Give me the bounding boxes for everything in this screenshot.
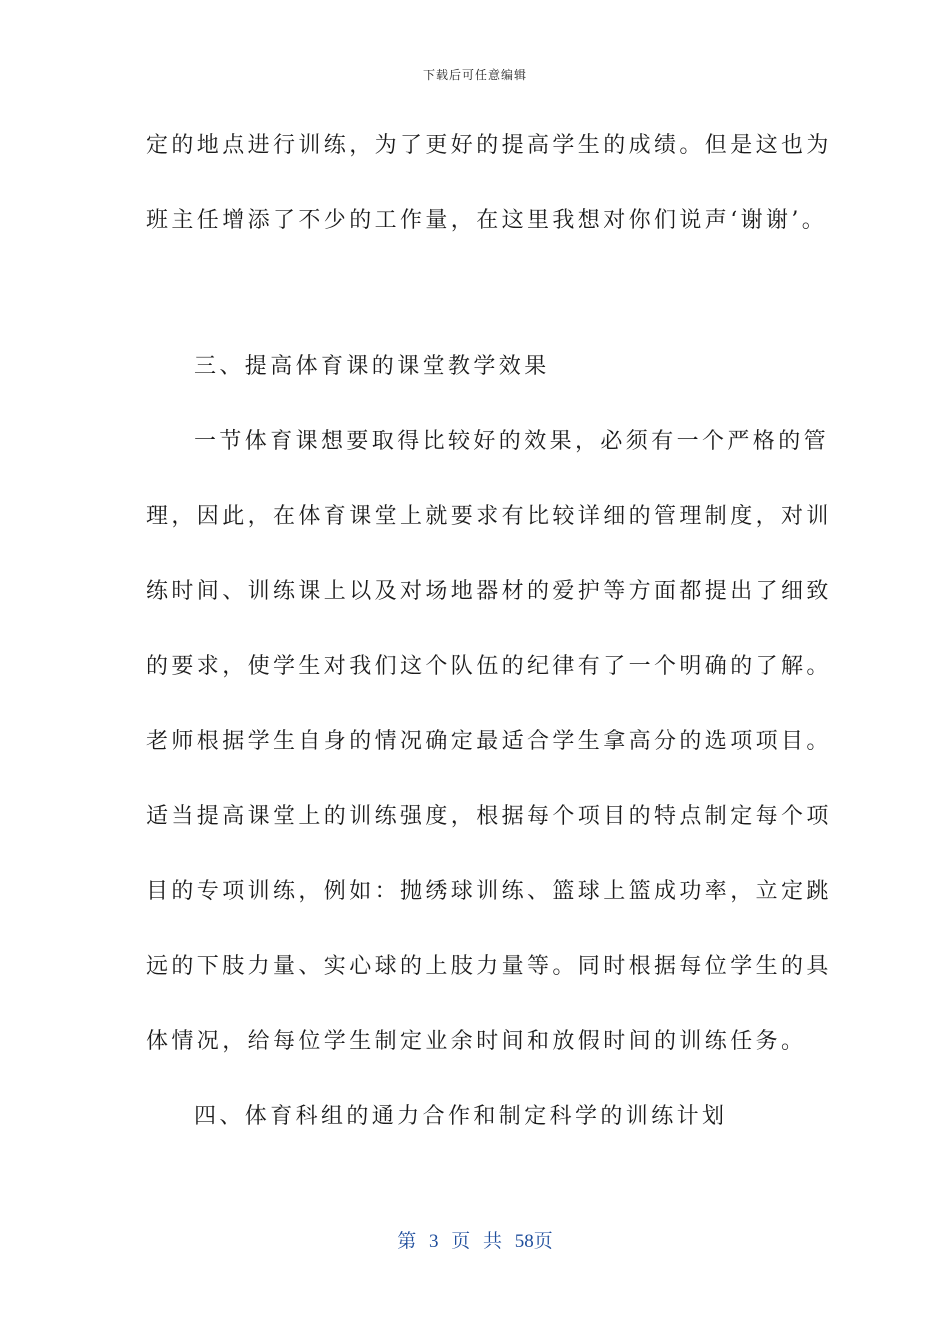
paragraph-line: 适当提高课堂上的训练强度，根据每个项目的特点制定每个项 <box>146 804 832 829</box>
paragraph-line: 体情况，给每位学生制定业余时间和放假时间的训练任务。 <box>146 1029 807 1054</box>
paragraph-line: 定的地点进行训练，为了更好的提高学生的成绩。但是这也为 <box>146 133 832 158</box>
footer-label-gong: 共 <box>483 1231 503 1252</box>
paragraph-line: 远的下肢力量、实心球的上肢力量等。同时根据每位学生的具 <box>146 954 832 979</box>
paragraph-line: 老师根据学生自身的情况确定最适合学生拿高分的选项项目。 <box>146 729 832 754</box>
paragraph-line: 的要求，使学生对我们这个队伍的纪律有了一个明确的了解。 <box>146 654 832 679</box>
page-header: 下载后可任意编辑 <box>422 68 527 82</box>
paragraph-line: 理，因此，在体育课堂上就要求有比较详细的管理制度，对训 <box>146 504 832 529</box>
page-footer <box>0 1226 950 1253</box>
footer-total-pages: 58页 <box>514 1231 553 1252</box>
footer-current-page: 3 <box>428 1231 439 1252</box>
footer-label-ye: 页 <box>451 1231 471 1252</box>
paragraph-line: 班主任增添了不少的工作量，在这里我想对你们说声‘谢谢’。 <box>146 208 828 233</box>
footer-label-di: 第 <box>397 1231 417 1252</box>
section-heading-3: 三、提高体育课的课堂教学效果 <box>194 354 550 379</box>
section-heading-4: 四、体育科组的通力合作和制定科学的训练计划 <box>194 1104 728 1129</box>
section-gap <box>146 274 806 345</box>
paragraph-line: 练时间、训练课上以及对场地器材的爱护等方面都提出了细致 <box>146 579 832 604</box>
document-body <box>146 124 832 1170</box>
paragraph-line: 目的专项训练，例如：抛绣球训练、篮球上篮成功率，立定跳 <box>146 879 832 904</box>
paragraph-line: 一节体育课想要取得比较好的效果，必须有一个严格的管 <box>194 429 830 454</box>
